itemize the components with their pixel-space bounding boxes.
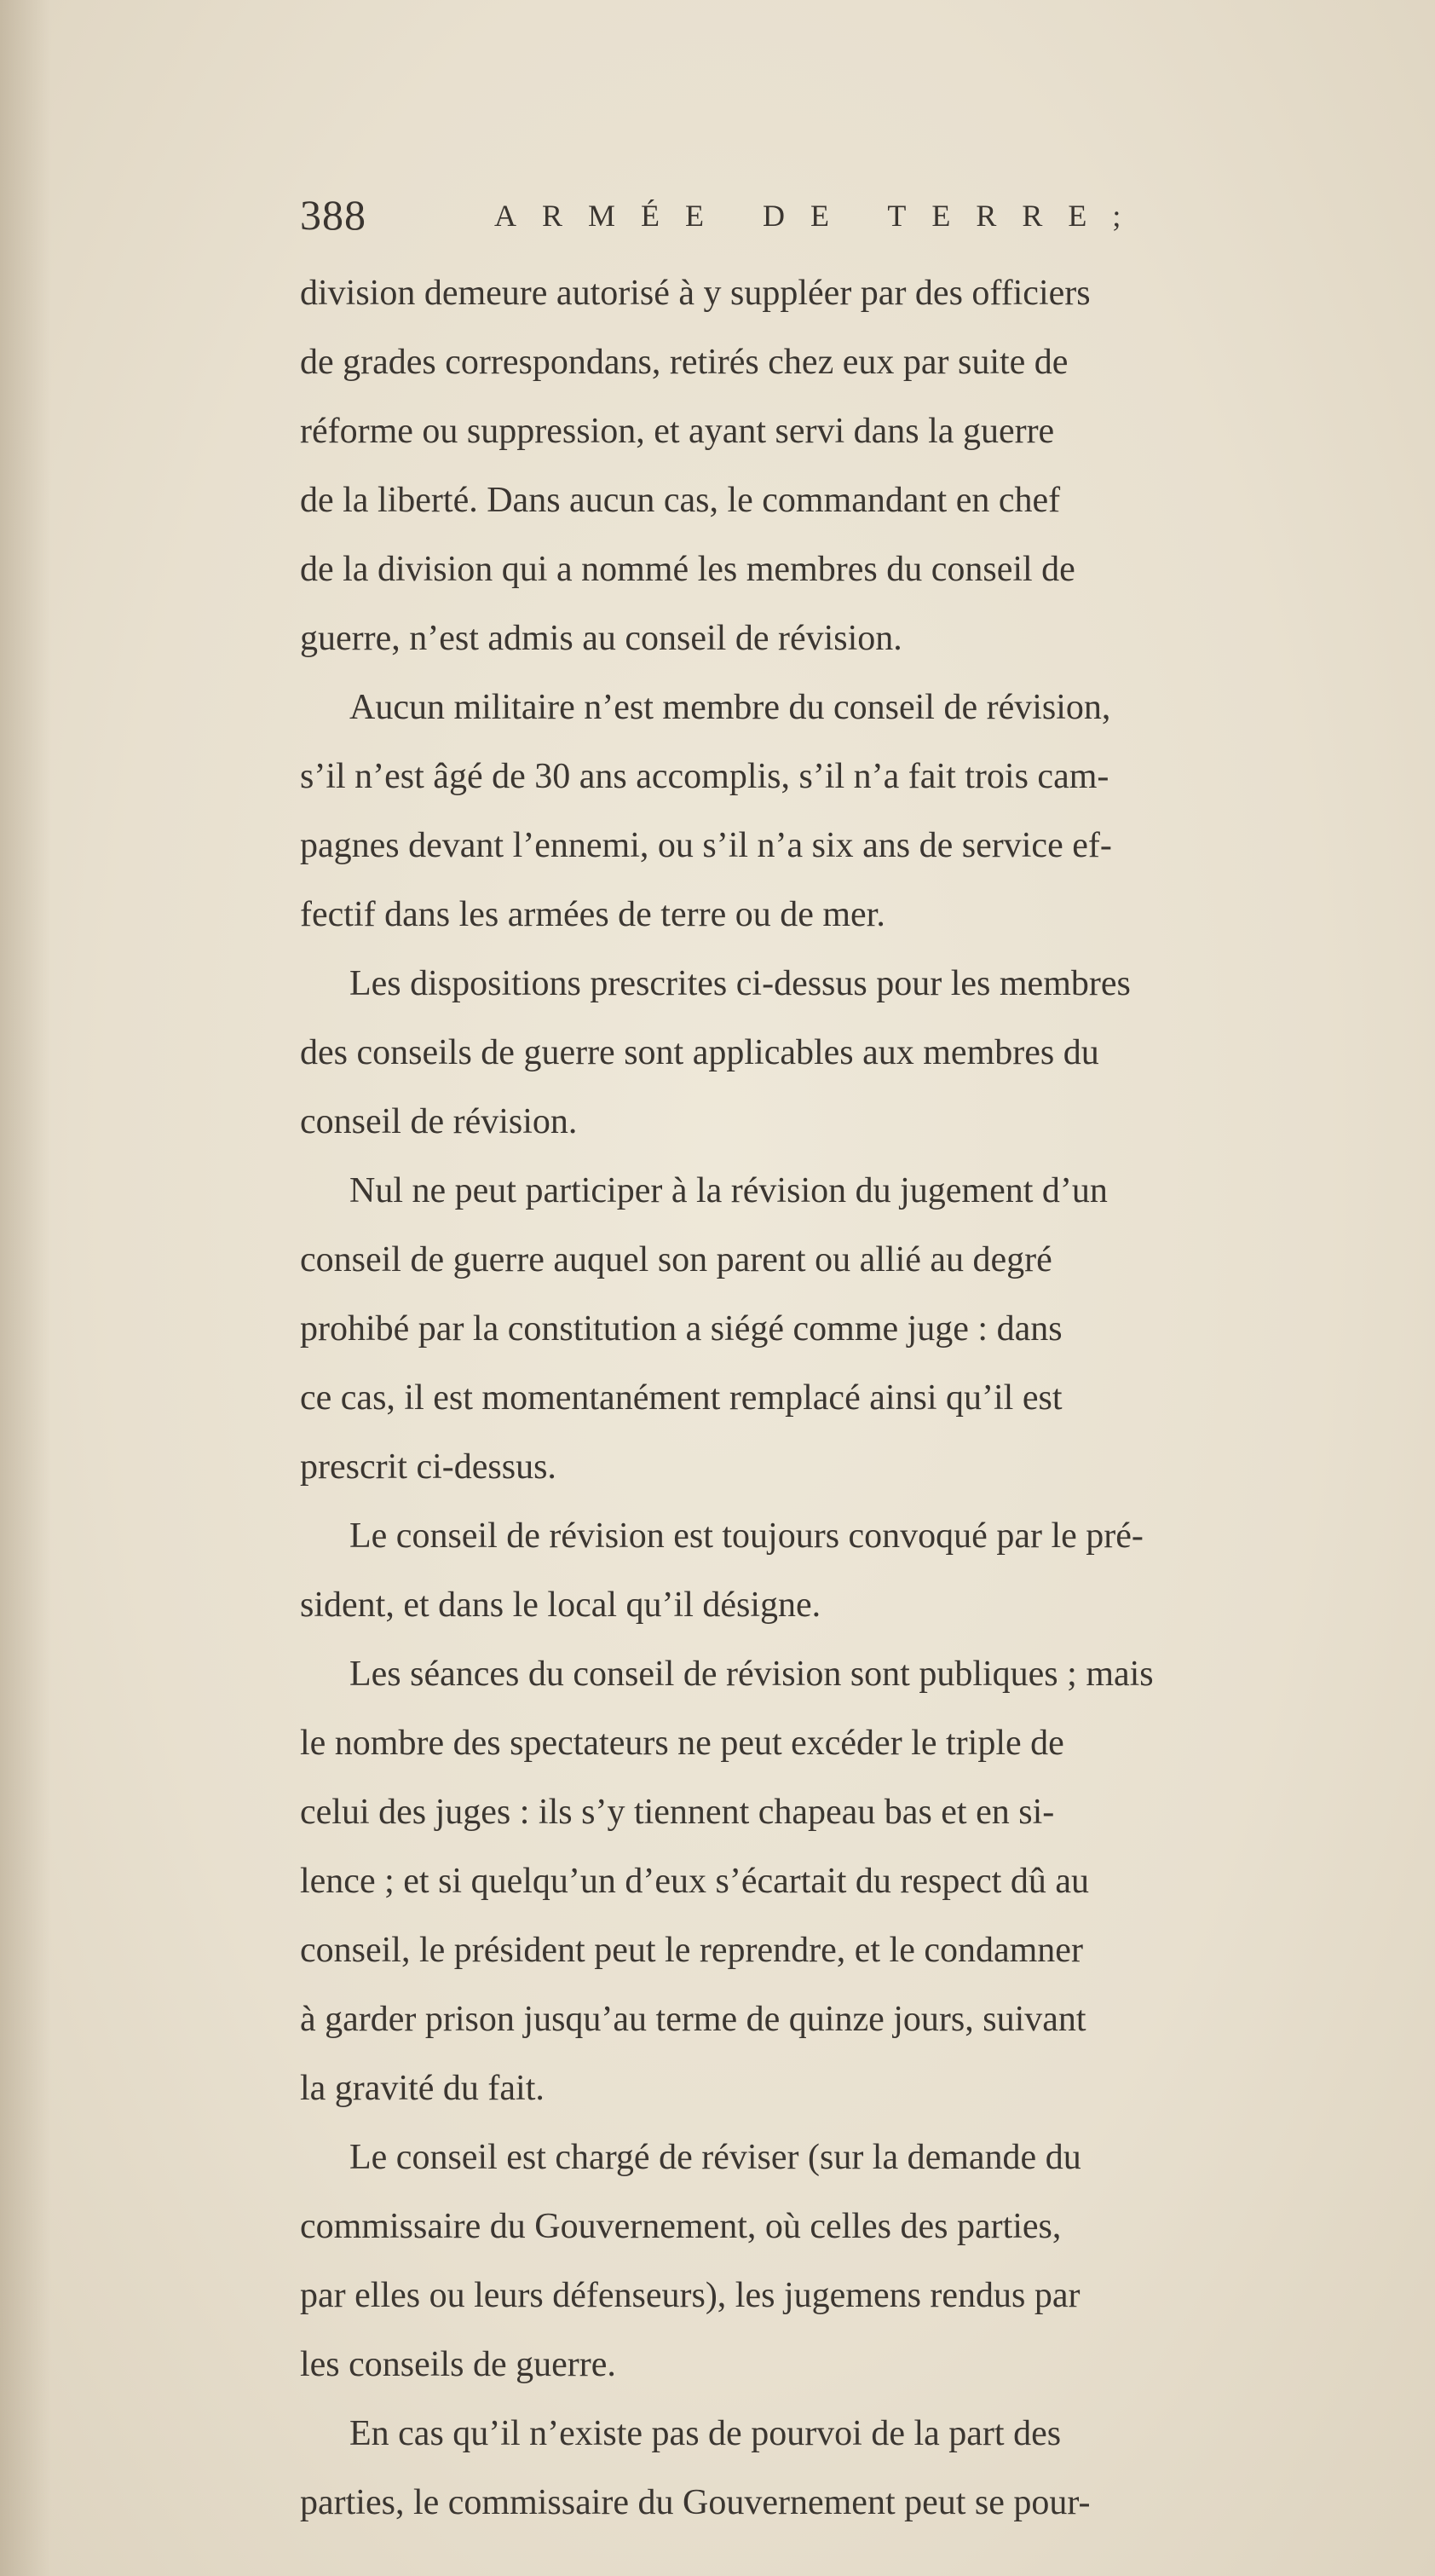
running-head: ARMÉE DE TERRE; <box>494 199 1147 233</box>
text-line: En cas qu’il n’existe pas de pourvoi de la part des <box>349 2414 1062 2453</box>
page-number: 388 <box>300 191 366 239</box>
text-line: conseil de révision. <box>300 1102 578 1141</box>
text-line: par elles ou leurs défenseurs), les jugemens rendus par <box>300 2276 1081 2315</box>
text-line: commissaire du Gouvernement, où celles des parties, <box>300 2207 1062 2246</box>
text-line: de grades correspondans, retirés chez eux par suite de <box>300 343 1069 382</box>
text-line: pagnes devant l’ennemi, ou s’il n’a six ans de service ef- <box>300 826 1112 865</box>
text-line: de la liberté. Dans aucun cas, le commandant en chef <box>300 481 1061 520</box>
text-line: Les séances du conseil de révision sont publiques ; mais <box>349 1655 1154 1694</box>
text-line: des conseils de guerre sont applicables aux membres du <box>300 1033 1099 1072</box>
text-line: Le conseil de révision est toujours convoqué par le pré- <box>349 1516 1144 1556</box>
text-line: s’il n’est âgé de 30 ans accomplis, s’il n’a fait trois cam- <box>300 757 1109 796</box>
text-line: Nul ne peut participer à la révision du jugement d’un <box>349 1171 1108 1210</box>
page-header <box>300 189 1408 257</box>
text-line: conseil de guerre auquel son parent ou allié au degré <box>300 1240 1052 1279</box>
text-line: division demeure autorisé à y suppléer par des officiers <box>300 274 1091 313</box>
text-line: le nombre des spectateurs ne peut excéder le triple de <box>300 1724 1064 1763</box>
text-line: la gravité du fait. <box>300 2069 545 2108</box>
text-line: fectif dans les armées de terre ou de mer. <box>300 895 885 934</box>
text-line: ce cas, il est momentanément remplacé ainsi qu’il est <box>300 1378 1063 1418</box>
text-line: réforme ou suppression, et ayant servi dans la guerre <box>300 412 1055 451</box>
text-line: celui des juges : ils s’y tiennent chapeau bas et en si- <box>300 1793 1055 1832</box>
text-line: prescrit ci-dessus. <box>300 1447 556 1487</box>
text-line: prohibé par la constitution a siégé comme juge : dans <box>300 1309 1063 1349</box>
text-line: Aucun militaire n’est membre du conseil de révision, <box>349 688 1111 727</box>
text-line: conseil, le président peut le reprendre, et le condamner <box>300 1931 1083 1970</box>
text-line: Les dispositions prescrites ci-dessus pour les membres <box>349 964 1131 1003</box>
text-line: de la division qui a nommé les membres du conseil de <box>300 550 1075 589</box>
text-line: guerre, n’est admis au conseil de révision. <box>300 619 902 658</box>
binding-shadow <box>0 0 51 2576</box>
text-line: parties, le commissaire du Gouvernement peut se pour- <box>300 2483 1091 2522</box>
text-line: lence ; et si quelqu’un d’eux s’écartait du respect dû au <box>300 1862 1089 1901</box>
body-text <box>300 259 1426 2538</box>
text-line: les conseils de guerre. <box>300 2345 616 2384</box>
text-line: à garder prison jusqu’au terme de quinze jours, suivant <box>300 2000 1086 2039</box>
text-line: sident, et dans le local qu’il désigne. <box>300 1585 821 1625</box>
text-line: Le conseil est chargé de réviser (sur la demande du <box>349 2138 1081 2177</box>
